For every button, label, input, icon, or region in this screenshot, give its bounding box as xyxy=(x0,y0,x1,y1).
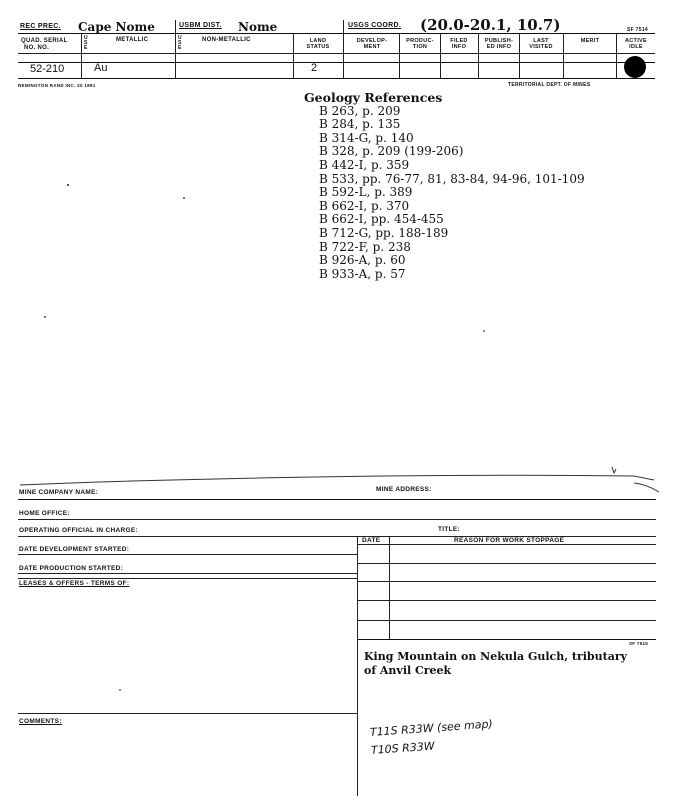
handwritten-note-2: T10S R33W xyxy=(370,739,436,757)
rec-prec-value: Cape Nome xyxy=(78,20,155,34)
nonmetallic-s: S xyxy=(178,40,182,46)
home-office-label: HOME OFFICE: xyxy=(19,510,70,517)
metallic-value: Au xyxy=(94,62,108,74)
usbm-dist-value: Nome xyxy=(238,20,278,34)
speck xyxy=(483,330,485,332)
lower-rule xyxy=(18,713,357,714)
nonmetallic-e: E xyxy=(178,45,182,51)
land-status-label: LAND STATUS xyxy=(306,38,330,50)
speck xyxy=(119,689,121,691)
header-divider xyxy=(616,33,617,78)
title-label: TITLE: xyxy=(438,526,461,533)
date-col-divider xyxy=(389,536,390,639)
location-description: King Mountain on Nekula Gulch, tributary of Anvil Creek xyxy=(364,650,628,677)
operating-official-label: OPERATING OFFICIAL IN CHARGE: xyxy=(19,527,138,534)
speck xyxy=(183,197,185,199)
metallic-label: METALLIC xyxy=(116,37,149,43)
usgs-coord-label: USGS COORD. xyxy=(348,22,402,29)
geology-title: Geology References xyxy=(304,90,443,105)
quad-no-label: NO. NO. xyxy=(24,45,50,51)
geology-ref-item: B 533, pp. 76-77, 81, 83-84, 94-96, 101-109 xyxy=(319,171,585,186)
header-divider xyxy=(343,20,344,78)
geology-ref-list xyxy=(304,105,585,282)
non-metallic-label: NON-METALLIC xyxy=(202,37,251,43)
usbm-dist-label: USBM DIST. xyxy=(179,22,222,29)
metallic-s: S xyxy=(84,40,88,46)
form-number-top: SF 7514 xyxy=(627,27,649,33)
header-divider xyxy=(478,33,479,78)
quad-serial-label: QUAD. SERIAL xyxy=(21,38,68,44)
geology-ref-item: B 442-I, p. 359 xyxy=(319,157,410,172)
filed-info-label: FILED INFO xyxy=(450,38,468,50)
last-visited-label: LAST VISITED xyxy=(529,38,553,50)
reason-column-label: REASON FOR WORK STOPPAGE xyxy=(454,537,565,544)
stoppage-rule xyxy=(357,639,656,640)
lower-divider xyxy=(357,536,358,796)
header-divider xyxy=(293,33,294,78)
geology-ref-item: B 328, p. 209 (199-206) xyxy=(319,144,464,159)
stoppage-rule xyxy=(357,581,656,582)
published-info-label: PUBLISH-ED INFO xyxy=(484,38,514,50)
metallic-u: U xyxy=(84,35,88,41)
header-divider xyxy=(175,20,176,78)
nonmetallic-u: U xyxy=(178,35,182,41)
production-label: PRODUC-TION xyxy=(406,38,434,50)
header-rule xyxy=(18,78,655,79)
lower-rule xyxy=(18,578,357,579)
stoppage-rule xyxy=(357,620,656,621)
header-divider xyxy=(440,33,441,78)
date-column-label: DATE xyxy=(362,537,381,544)
printer-credit: REMINGTON RAND INC. 20 1891 xyxy=(18,83,96,88)
development-label: DEVELOP-MENT xyxy=(356,38,388,50)
speck xyxy=(67,184,69,186)
torn-edge xyxy=(14,465,664,495)
active-idle-punch-dot xyxy=(624,56,646,78)
date-development-label: DATE DEVELOPMENT STARTED: xyxy=(19,546,130,553)
comments-label: COMMENTS: xyxy=(19,718,62,725)
handwritten-note-1: T11S R33W (see map) xyxy=(369,717,494,739)
leases-label: LEASES & OFFERS - TERMS OF: xyxy=(19,580,130,587)
geology-ref-item: B 263, p. 209 xyxy=(319,103,401,118)
geology-ref-item: B 712-G, pp. 188-189 xyxy=(319,225,449,240)
territorial-dept: TERRITORIAL DEPT. OF MINES xyxy=(508,82,591,88)
lower-rule xyxy=(18,499,656,500)
geology-ref-item: B 662-I, pp. 454-455 xyxy=(319,212,444,227)
land-status-value: 2 xyxy=(311,62,318,74)
header-divider xyxy=(519,33,520,78)
usgs-coord-value: (20.0-20.1, 10.7) xyxy=(420,16,561,34)
geology-ref-item: B 662-I, p. 370 xyxy=(319,198,410,213)
date-production-label: DATE PRODUCTION STARTED: xyxy=(19,565,124,572)
form-number-bottom: SF 7515 xyxy=(629,641,649,646)
stoppage-rule xyxy=(357,563,656,564)
geology-ref-item: B 284, p. 135 xyxy=(319,117,401,132)
header-rule xyxy=(18,53,655,54)
active-idle-label: ACTIVE IDLE xyxy=(625,38,647,50)
lower-rule xyxy=(18,554,357,555)
stoppage-rule xyxy=(357,544,656,545)
geology-ref-item: B 722-F, p. 238 xyxy=(319,239,411,254)
mine-company-name-label: MINE COMPANY NAME: xyxy=(19,489,99,496)
mine-address-label: MINE ADDRESS: xyxy=(376,486,432,493)
geology-ref-item: B 592-L, p. 389 xyxy=(319,185,413,200)
geology-ref-item: B 933-A, p. 57 xyxy=(319,266,406,281)
lower-rule xyxy=(18,573,357,574)
lower-rule xyxy=(18,519,656,520)
header-divider xyxy=(81,33,82,78)
stoppage-rule xyxy=(357,600,656,601)
metallic-e: E xyxy=(84,45,88,51)
speck xyxy=(44,316,46,318)
merit-label: MERIT xyxy=(580,38,600,44)
serial-number: 52-210 xyxy=(30,63,65,75)
header-divider xyxy=(563,33,564,78)
header-rule xyxy=(18,62,655,63)
header-divider xyxy=(399,33,400,78)
geology-references xyxy=(304,91,585,281)
rec-prec-label: REC PREC. xyxy=(20,23,61,30)
geology-ref-item: B 926-A, p. 60 xyxy=(319,253,406,268)
geology-ref-item: B 314-G, p. 140 xyxy=(319,130,414,145)
